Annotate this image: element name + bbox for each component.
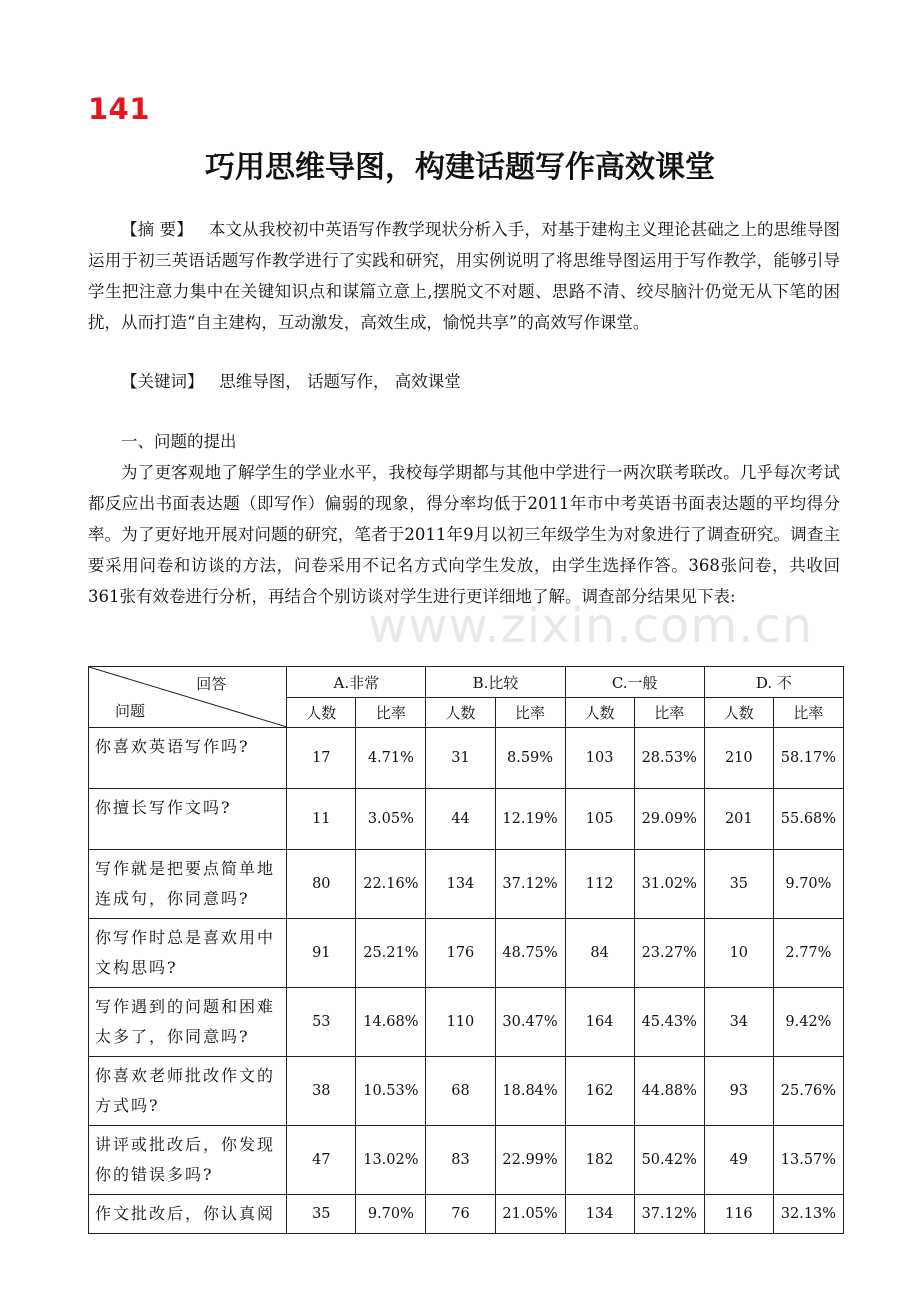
- question-cell: 你喜欢英语写作吗?: [89, 728, 287, 789]
- abstract-block: [88, 214, 840, 338]
- rate-cell: 3.05%: [356, 789, 426, 850]
- rate-cell: 58.17%: [773, 728, 843, 789]
- rate-cell: 31.02%: [634, 850, 704, 919]
- section-problem: [88, 426, 840, 612]
- abstract-label: 【摘 要】: [121, 220, 193, 239]
- page-number: 141: [88, 92, 151, 126]
- count-cell: 201: [704, 789, 773, 850]
- question-cell: 写作就是把要点简单地连成句，你同意吗?: [89, 850, 287, 919]
- header-row-options: [89, 667, 844, 698]
- count-cell: 11: [287, 789, 356, 850]
- count-cell: 134: [565, 1195, 634, 1234]
- section-heading: 一、问题的提出: [121, 432, 237, 451]
- rate-cell: 22.16%: [356, 850, 426, 919]
- rate-cell: 13.02%: [356, 1126, 426, 1195]
- count-cell: 182: [565, 1126, 634, 1195]
- keywords-paragraph: [88, 366, 840, 397]
- count-cell: 83: [426, 1126, 495, 1195]
- table-row: [89, 850, 844, 919]
- keywords-label: 【关键词】: [121, 372, 204, 391]
- rate-cell: 44.88%: [634, 1057, 704, 1126]
- count-cell: 31: [426, 728, 495, 789]
- watermark: www.zixin.com.cn: [368, 598, 814, 654]
- question-cell: 你写作时总是喜欢用中文构思吗?: [89, 919, 287, 988]
- header-answer-label: 回答: [196, 675, 227, 693]
- article-title: 巧用思维导图，构建话题写作高效课堂: [205, 150, 715, 185]
- table-row: [89, 1195, 844, 1234]
- rate-cell: 22.99%: [495, 1126, 565, 1195]
- sub-header-rate: 比率: [356, 698, 426, 728]
- rate-cell: 18.84%: [495, 1057, 565, 1126]
- count-cell: 116: [704, 1195, 773, 1234]
- header-question-label: 问题: [115, 702, 146, 720]
- count-cell: 34: [704, 988, 773, 1057]
- abstract-paragraph: [88, 214, 840, 338]
- count-cell: 53: [287, 988, 356, 1057]
- question-cell: 写作遇到的问题和困难太多了，你同意吗?: [89, 988, 287, 1057]
- count-cell: 49: [704, 1126, 773, 1195]
- rate-cell: 25.76%: [773, 1057, 843, 1126]
- question-cell: 你喜欢老师批改作文的方式吗?: [89, 1057, 287, 1126]
- count-cell: 164: [565, 988, 634, 1057]
- count-cell: 76: [426, 1195, 495, 1234]
- sub-header-count: 人数: [704, 698, 773, 728]
- count-cell: 176: [426, 919, 495, 988]
- sub-header-rate: 比率: [634, 698, 704, 728]
- survey-body: [89, 728, 844, 1234]
- count-cell: 112: [565, 850, 634, 919]
- rate-cell: 10.53%: [356, 1057, 426, 1126]
- count-cell: 35: [287, 1195, 356, 1234]
- option-header: D. 不: [704, 667, 843, 698]
- rate-cell: 2.77%: [773, 919, 843, 988]
- rate-cell: 25.21%: [356, 919, 426, 988]
- count-cell: 103: [565, 728, 634, 789]
- count-cell: 105: [565, 789, 634, 850]
- keywords-block: [88, 366, 840, 397]
- table-row: [89, 789, 844, 850]
- rate-cell: 45.43%: [634, 988, 704, 1057]
- keywords-text: 思维导图， 话题写作， 高效课堂: [219, 372, 461, 391]
- rate-cell: 37.12%: [634, 1195, 704, 1234]
- table-row: [89, 1057, 844, 1126]
- rate-cell: 28.53%: [634, 728, 704, 789]
- rate-cell: 21.05%: [495, 1195, 565, 1234]
- diagonal-header-cell: [89, 667, 287, 728]
- count-cell: 80: [287, 850, 356, 919]
- table-row: [89, 1126, 844, 1195]
- table-row: [89, 728, 844, 789]
- count-cell: 162: [565, 1057, 634, 1126]
- rate-cell: 30.47%: [495, 988, 565, 1057]
- count-cell: 110: [426, 988, 495, 1057]
- section-paragraph: 为了更客观地了解学生的学业水平，我校每学期都与其他中学进行一两次联考联改。几乎每次考试都反应出书面表达题（即写作）偏弱的现象，得分率均低于2011年市中考英语书面表达题的平均得分率。为了更好地开展对问题的研究，笔者于2011年9月以初三年级学生为对象进行了调查研究。调查主要采用问卷和访谈的方法，问卷采用不记名方式向学生发放，由学生选择作答。368张问卷，共收回361张有效卷进行分析，再结合个别访谈对学生进行更详细地了解。调查部分结果见下表:: [88, 463, 840, 606]
- sub-header-rate: 比率: [495, 698, 565, 728]
- option-header: B.比较: [426, 667, 565, 698]
- rate-cell: 13.57%: [773, 1126, 843, 1195]
- count-cell: 38: [287, 1057, 356, 1126]
- rate-cell: 55.68%: [773, 789, 843, 850]
- count-cell: 44: [426, 789, 495, 850]
- rate-cell: 8.59%: [495, 728, 565, 789]
- count-cell: 210: [704, 728, 773, 789]
- rate-cell: 50.42%: [634, 1126, 704, 1195]
- table-row: [89, 919, 844, 988]
- rate-cell: 9.42%: [773, 988, 843, 1057]
- rate-cell: 12.19%: [495, 789, 565, 850]
- rate-cell: 37.12%: [495, 850, 565, 919]
- count-cell: 93: [704, 1057, 773, 1126]
- count-cell: 17: [287, 728, 356, 789]
- survey-table: [88, 666, 844, 1234]
- question-cell: 你擅长写作文吗?: [89, 789, 287, 850]
- abstract-text: 本文从我校初中英语写作教学现状分析入手，对基于建构主义理论甚础之上的思维导图运用于初三英语话题写作教学进行了实践和研究，用实例说明了将思维导图运用于写作教学，能够引导学生把注意力集中在关键知识点和谋篇立意上,摆脱文不对题、思路不清、绞尽脑汁仍觉无从下笔的困扰，从而打造“自主建构，互动激发，高效生成，愉悦共享”的高效写作课堂。: [88, 220, 841, 332]
- count-cell: 35: [704, 850, 773, 919]
- rate-cell: 29.09%: [634, 789, 704, 850]
- count-cell: 91: [287, 919, 356, 988]
- count-cell: 84: [565, 919, 634, 988]
- table-row: [89, 988, 844, 1057]
- rate-cell: 23.27%: [634, 919, 704, 988]
- option-header: A.非常: [287, 667, 426, 698]
- sub-header-count: 人数: [287, 698, 356, 728]
- question-cell: 作文批改后，你认真阅: [89, 1195, 287, 1234]
- count-cell: 10: [704, 919, 773, 988]
- rate-cell: 48.75%: [495, 919, 565, 988]
- rate-cell: 4.71%: [356, 728, 426, 789]
- rate-cell: 32.13%: [773, 1195, 843, 1234]
- sub-header-count: 人数: [426, 698, 495, 728]
- rate-cell: 14.68%: [356, 988, 426, 1057]
- count-cell: 68: [426, 1057, 495, 1126]
- sub-header-count: 人数: [565, 698, 634, 728]
- rate-cell: 9.70%: [773, 850, 843, 919]
- question-cell: 讲评或批改后，你发现你的错误多吗?: [89, 1126, 287, 1195]
- count-cell: 134: [426, 850, 495, 919]
- rate-cell: 9.70%: [356, 1195, 426, 1234]
- sub-header-rate: 比率: [773, 698, 843, 728]
- option-header: C.一般: [565, 667, 704, 698]
- count-cell: 47: [287, 1126, 356, 1195]
